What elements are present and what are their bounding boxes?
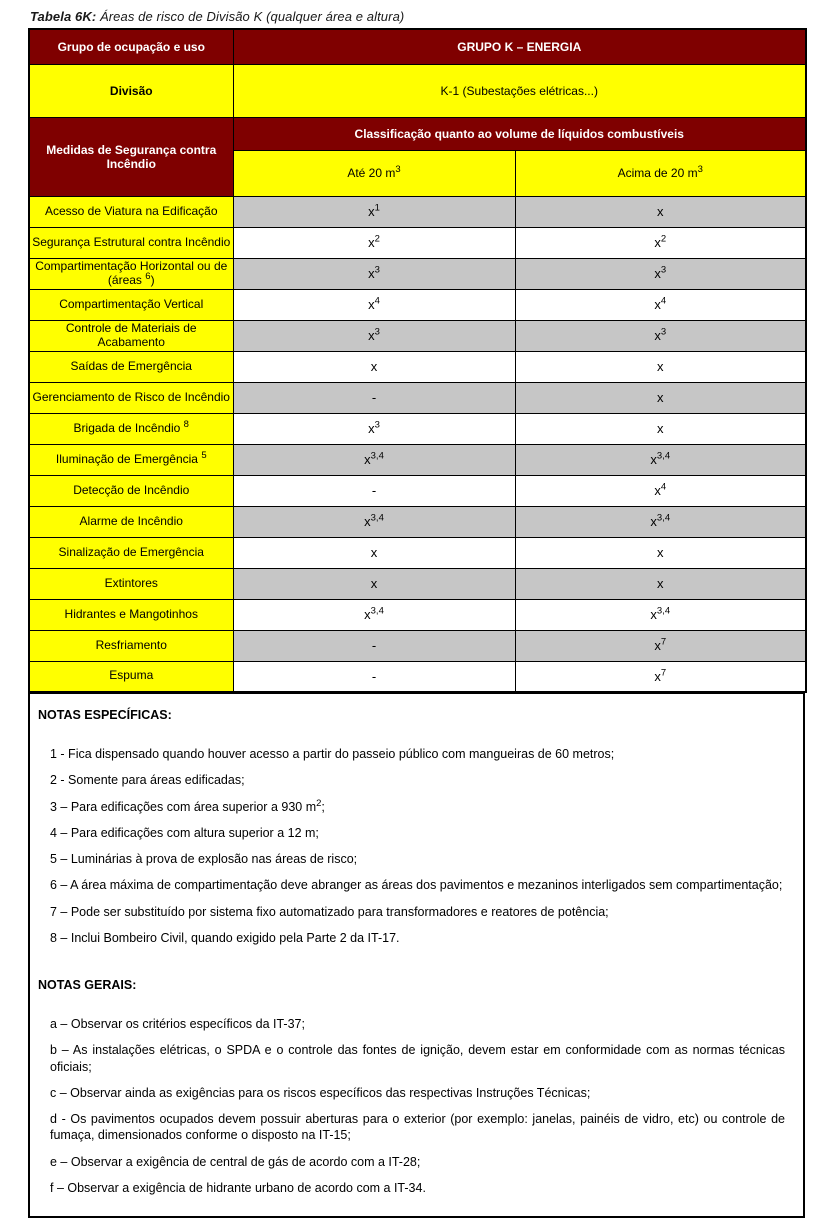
specific-note: 4 – Para edificações com altura superior a 12 m;	[50, 825, 319, 840]
table-row	[29, 320, 806, 351]
header-row-classification	[29, 117, 806, 150]
table-body	[29, 196, 806, 692]
table-row	[29, 382, 806, 413]
table-header	[29, 29, 806, 196]
value-upto-20m3: x	[233, 351, 515, 382]
specific-note: 7 – Pode ser substituído por sistema fixo automatizado para transformadores e reatores de potência;	[50, 904, 609, 919]
general-note: f – Observar a exigência de hidrante urbano de acordo com a IT-34.	[50, 1180, 426, 1195]
value-upto-20m3: $x^4$	[233, 289, 515, 320]
measure-label: Compartimentação Vertical	[29, 289, 233, 320]
fire-safety-measures-table	[28, 28, 807, 693]
table-row	[29, 289, 806, 320]
value-above-20m3: $x^{3,4}$	[515, 599, 806, 630]
value-upto-20m3: -	[233, 475, 515, 506]
division-label: Divisão	[29, 64, 233, 117]
specific-note: 2 - Somente para áreas edificadas;	[50, 773, 245, 788]
safety-measures-label: Medidas de Segurança contra Incêndio	[29, 117, 233, 196]
column-upto-20m3: Até 20 $m^3$	[233, 150, 515, 196]
specific-note: 8 – Inclui Bombeiro Civil, quando exigido pela Parte 2 da IT-17.	[50, 930, 400, 945]
table-caption	[0, 0, 823, 28]
value-above-20m3: $x^2$	[515, 227, 806, 258]
measure-label: Sinalização de Emergência	[29, 537, 233, 568]
measure-label: Espuma	[29, 661, 233, 692]
group-k-energia-header: GRUPO K – ENERGIA	[233, 29, 806, 64]
measure-label: Alarme de Incêndio	[29, 506, 233, 537]
measure-label: Saídas de Emergência	[29, 351, 233, 382]
specific-note: 5 – Luminárias à prova de explosão nas áreas de risco;	[50, 852, 358, 866]
table-row	[29, 630, 806, 661]
value-above-20m3: x	[515, 351, 806, 382]
value-upto-20m3: x	[233, 568, 515, 599]
measure-label: Iluminação de Emergência $^5$	[29, 444, 233, 475]
table-row	[29, 475, 806, 506]
measure-label: Controle de Materiais de Acabamento	[29, 320, 233, 351]
specific-notes-list	[38, 746, 787, 946]
value-upto-20m3: -	[233, 382, 515, 413]
measure-label: Extintores	[29, 568, 233, 599]
value-above-20m3: x	[515, 537, 806, 568]
measure-label: Segurança Estrutural contra Incêndio	[29, 227, 233, 258]
value-above-20m3: x	[515, 196, 806, 227]
value-above-20m3: $x^{3,4}$	[515, 506, 806, 537]
value-upto-20m3: $x^3$	[233, 320, 515, 351]
measure-label: Resfriamento	[29, 630, 233, 661]
table-caption-prefix: Tabela 6K:	[30, 9, 97, 24]
measure-label: Compartimentação Horizontal ou de (áreas $^6$)	[29, 258, 233, 289]
value-upto-20m3: $x^3$	[233, 258, 515, 289]
specific-note: 1 - Fica dispensado quando houver acesso a partir do passeio público com mangueiras de 60 metros;	[50, 747, 615, 761]
value-above-20m3: x	[515, 382, 806, 413]
table-row	[29, 413, 806, 444]
value-above-20m3: $x^4$	[515, 289, 806, 320]
table-row	[29, 506, 806, 537]
table-row	[29, 258, 806, 289]
notes-box	[28, 693, 805, 1218]
value-upto-20m3: $x^2$	[233, 227, 515, 258]
measure-label: Gerenciamento de Risco de Incêndio	[29, 382, 233, 413]
general-notes-list	[38, 1016, 787, 1196]
value-upto-20m3: $x^{3,4}$	[233, 599, 515, 630]
header-row-division	[29, 64, 806, 117]
table-row	[29, 599, 806, 630]
value-above-20m3: $x^4$	[515, 475, 806, 506]
specific-note: 3 – Para edificações com área superior a 930 $m^2$;	[50, 797, 325, 814]
table-row	[29, 661, 806, 692]
column-above-20m3: Acima de 20 $m^3$	[515, 150, 806, 196]
table-row	[29, 196, 806, 227]
measure-label: Acesso de Viatura na Edificação	[29, 196, 233, 227]
general-note: d - Os pavimentos ocupados devem possuir aberturas para o exterior (por exemplo: janelas, painéis de vidro, etc) ou controle de fumaça, dimensionados conforme o disposto na IT-15;	[50, 1112, 785, 1143]
table-row	[29, 444, 806, 475]
value-upto-20m3: x	[233, 537, 515, 568]
value-upto-20m3: $x^1$	[233, 196, 515, 227]
value-above-20m3: $x^{3,4}$	[515, 444, 806, 475]
value-above-20m3: x	[515, 413, 806, 444]
general-notes-heading: NOTAS GERAIS:	[38, 978, 137, 992]
value-upto-20m3: $x^{3,4}$	[233, 506, 515, 537]
general-note: a – Observar os critérios específicos da IT-37;	[50, 1017, 305, 1031]
value-upto-20m3: $x^3$	[233, 413, 515, 444]
value-upto-20m3: -	[233, 630, 515, 661]
general-note: b – As instalações elétricas, o SPDA e o controle das fontes de ignição, devem estar em conformidade com as normas técnicas oficiais;	[50, 1043, 785, 1074]
measure-label: Hidrantes e Mangotinhos	[29, 599, 233, 630]
table-row	[29, 537, 806, 568]
measure-label: Detecção de Incêndio	[29, 475, 233, 506]
specific-notes-heading: NOTAS ESPECÍFICAS:	[38, 708, 172, 722]
specific-note: 6 – A área máxima de compartimentação deve abranger as áreas dos pavimentos e mezaninos interligados sem compartimentação;	[50, 878, 783, 893]
table-row	[29, 227, 806, 258]
value-above-20m3: $x^3$	[515, 258, 806, 289]
general-note: e – Observar a exigência de central de gás de acordo com a IT-28;	[50, 1154, 421, 1169]
value-above-20m3: x	[515, 568, 806, 599]
value-above-20m3: $x^7$	[515, 630, 806, 661]
value-upto-20m3: $x^{3,4}$	[233, 444, 515, 475]
table-caption-text: Áreas de risco de Divisão K (qualquer área e altura)	[96, 9, 405, 24]
measure-label: Brigada de Incêndio $^8$	[29, 413, 233, 444]
division-value: K-1 (Subestações elétricas...)	[233, 64, 806, 117]
occupation-group-label: Grupo de ocupação e uso	[29, 29, 233, 64]
value-upto-20m3: -	[233, 661, 515, 692]
classification-header: Classificação quanto ao volume de líquidos combustíveis	[233, 117, 806, 150]
value-above-20m3: $x^3$	[515, 320, 806, 351]
table-row	[29, 351, 806, 382]
header-row-occupation	[29, 29, 806, 64]
value-above-20m3: $x^7$	[515, 661, 806, 692]
general-note: c – Observar ainda as exigências para os riscos específicos das respectivas Instruções Técnicas;	[50, 1085, 591, 1100]
table-row	[29, 568, 806, 599]
